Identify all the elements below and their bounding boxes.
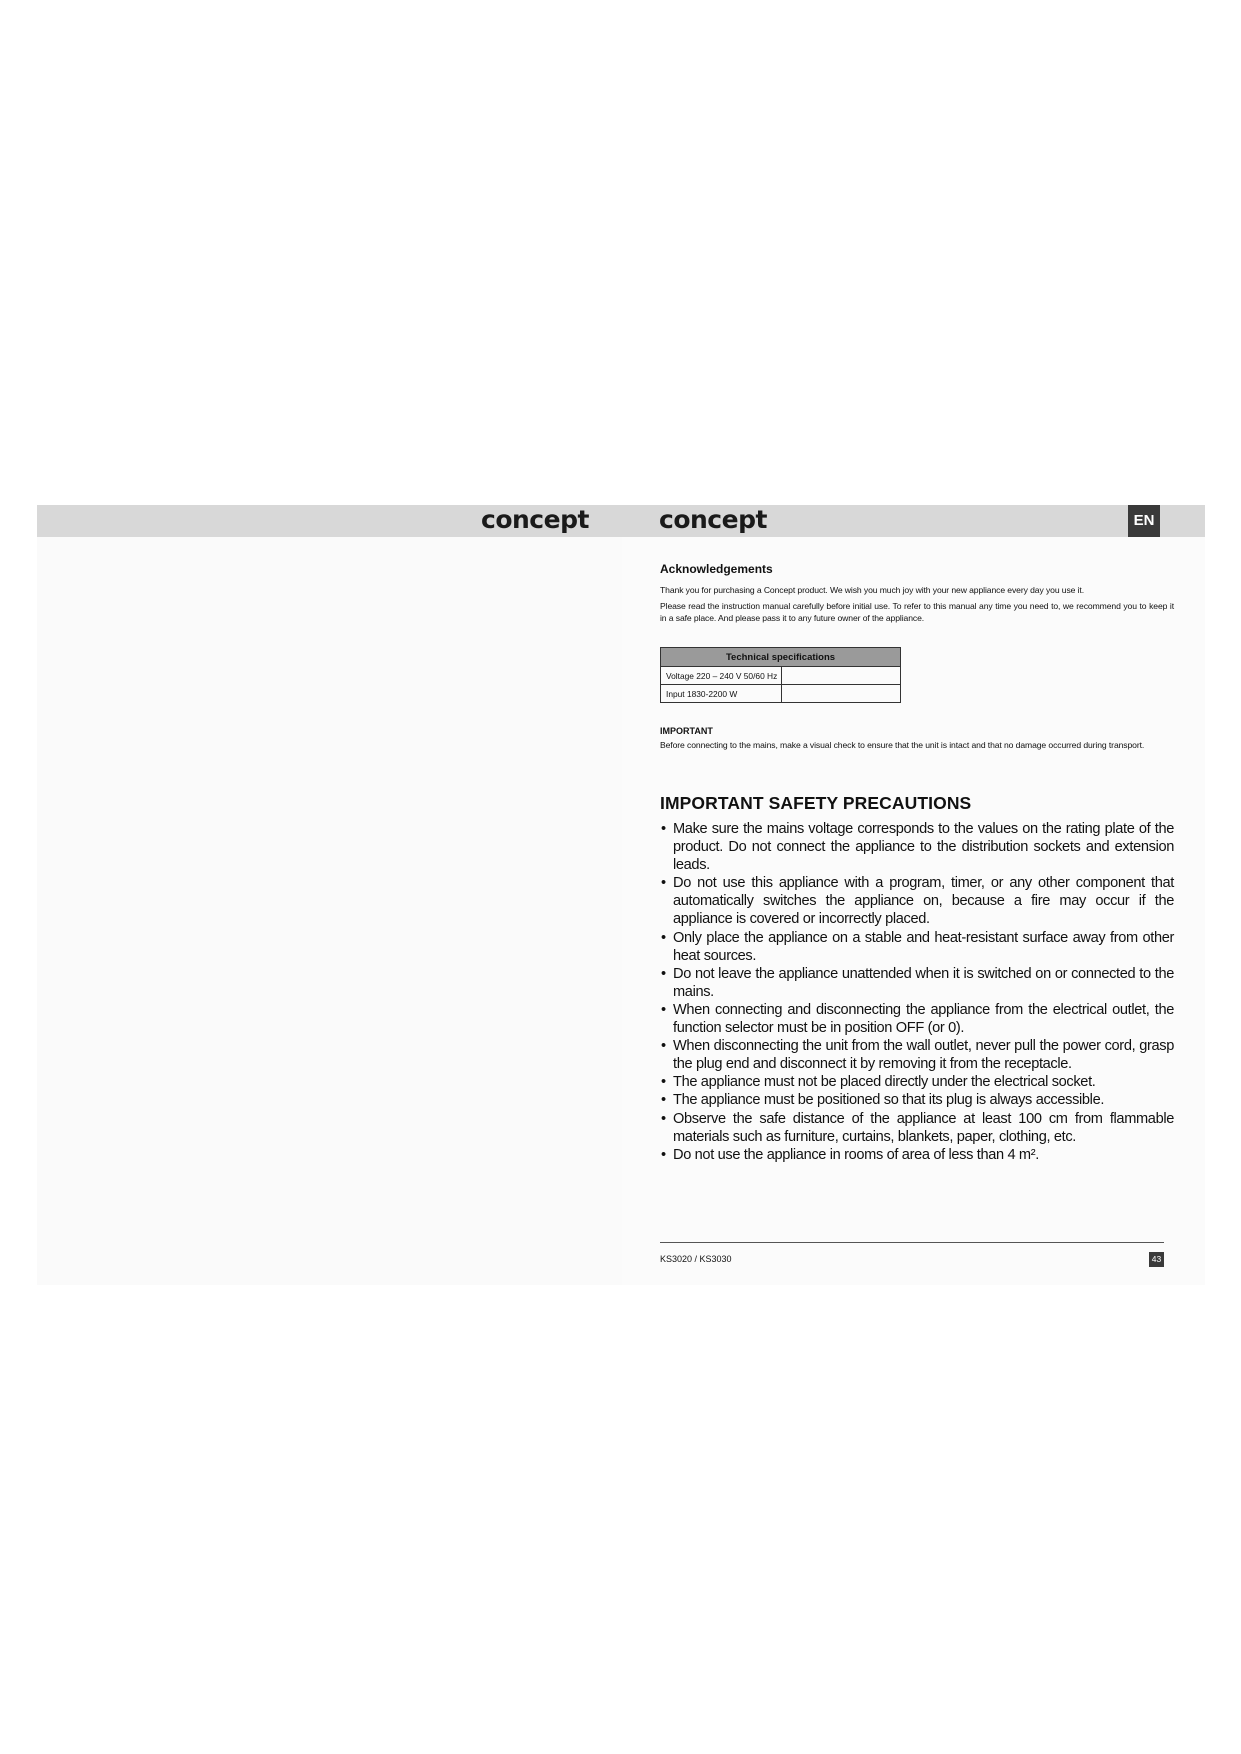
list-item: • Do not use this appliance with a program, timer, or any other component that automatically switches the appliance on, because a fire may occur if the appliance is covered or incorrectly placed. [660,874,1174,928]
list-item: • When disconnecting the unit from the wall outlet, never pull the power cord, grasp the plug end and disconnect it by removing it from the receptacle. [660,1037,1174,1073]
list-item: • The appliance must be positioned so that its plug is always accessible. [660,1091,1174,1109]
table-row [661,685,901,703]
list-item: • When connecting and disconnecting the appliance from the electrical outlet, the function selector must be in position OFF (or 0). [660,1001,1174,1037]
spec-input: Input 1830-2200 W [661,685,782,703]
brand-logo-right: concept [659,505,767,534]
left-page [37,537,622,1285]
brand-logo-left: concept [481,505,589,534]
spec-voltage: Voltage 220 – 240 V 50/60 Hz [661,667,782,685]
spec-input-value [781,685,901,703]
spec-voltage-value [781,667,901,685]
header-band [37,505,1205,537]
list-item: • Do not leave the appliance unattended when it is switched on or connected to the mains. [660,965,1174,1001]
safety-title: IMPORTANT SAFETY PRECAUTIONS [660,793,972,813]
list-item: • Do not use the appliance in rooms of area of less than 4 m². [660,1146,1174,1164]
important-text: Before connecting to the mains, make a visual check to ensure that the unit is intact and that no damage occurred during transport. [660,740,1145,750]
list-item: • Make sure the mains voltage corresponds to the values on the rating plate of the product. Do not connect the appliance to the distribution sockets and extension leads. [660,820,1174,874]
footer-divider [660,1242,1164,1243]
list-item: • The appliance must not be placed directly under the electrical socket. [660,1073,1174,1091]
acknowledgements-title: Acknowledgements [660,562,773,576]
list-item: • Observe the safe distance of the appliance at least 100 cm from flammable materials such as furniture, curtains, blankets, paper, clothing, etc. [660,1110,1174,1146]
page-number: 43 [1149,1252,1164,1267]
acknowledgements-para-2: Please read the instruction manual carefully before initial use. To refer to this manual any time you need to, we recommend you to keep it in a safe place. And please pass it to any future owner of the appliance. [660,601,1174,623]
tech-specs-title: Technical specifications [661,648,901,667]
footer-model: KS3020 / KS3030 [660,1254,732,1264]
safety-list [660,820,1174,1164]
list-item: • Only place the appliance on a stable and heat-resistant surface away from other heat sources. [660,929,1174,965]
tech-specs-table [660,647,901,703]
important-label: IMPORTANT [660,726,713,736]
table-row [661,667,901,685]
acknowledgements-section [660,561,773,577]
language-badge: EN [1128,505,1160,537]
acknowledgements-para-1: Thank you for purchasing a Concept product. We wish you much joy with your new appliance every day you use it. [660,585,1085,595]
